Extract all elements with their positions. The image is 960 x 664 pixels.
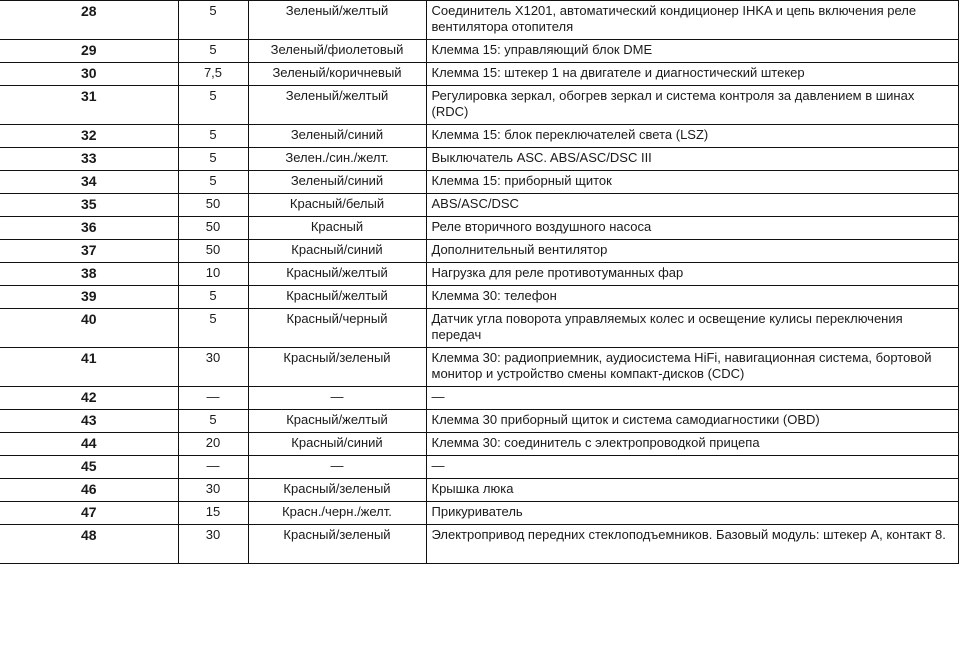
table-row [0, 63, 958, 86]
table-row [0, 456, 958, 479]
fuse-amperage: 50 [178, 194, 248, 217]
wire-color: Зеленый/синий [248, 171, 426, 194]
table-row [0, 502, 958, 525]
wire-color: Зелен./син./желт. [248, 148, 426, 171]
fuse-amperage: 5 [178, 309, 248, 348]
fuse-amperage: — [178, 387, 248, 410]
fuse-amperage: 30 [178, 525, 248, 564]
fuse-number: 48 [0, 525, 178, 564]
fuse-number: 35 [0, 194, 178, 217]
table-row [0, 348, 958, 387]
circuit-description: — [426, 456, 958, 479]
wire-color: Красн./черн./желт. [248, 502, 426, 525]
table-row [0, 286, 958, 309]
fuse-number: 42 [0, 387, 178, 410]
circuit-description: Клемма 15: штекер 1 на двигателе и диагностический штекер [426, 63, 958, 86]
circuit-description: Реле вторичного воздушного насоса [426, 217, 958, 240]
table-row [0, 125, 958, 148]
fuse-number: 33 [0, 148, 178, 171]
table-row [0, 479, 958, 502]
circuit-description: Выключатель ASC. ABS/ASC/DSC III [426, 148, 958, 171]
wire-color: Красный/зеленый [248, 348, 426, 387]
circuit-description: Регулировка зеркал, обогрев зеркал и система контроля за давлением в шинах (RDC) [426, 86, 958, 125]
table-row [0, 240, 958, 263]
fuse-number: 34 [0, 171, 178, 194]
fuse-amperage: — [178, 456, 248, 479]
fuse-amperage: 15 [178, 502, 248, 525]
wire-color: Красный/желтый [248, 410, 426, 433]
fuse-number: 28 [0, 1, 178, 40]
fuse-amperage: 5 [178, 171, 248, 194]
table-row [0, 525, 958, 564]
fuse-amperage: 5 [178, 86, 248, 125]
wire-color: Красный/желтый [248, 286, 426, 309]
table-row [0, 194, 958, 217]
table-row [0, 148, 958, 171]
wire-color: Зеленый/фиолетовый [248, 40, 426, 63]
fuse-amperage: 5 [178, 286, 248, 309]
fuse-number: 44 [0, 433, 178, 456]
fuse-number: 37 [0, 240, 178, 263]
table-row [0, 217, 958, 240]
circuit-description: Клемма 15: управляющий блок DME [426, 40, 958, 63]
table-row [0, 1, 958, 40]
circuit-description: Крышка люка [426, 479, 958, 502]
wire-color: Красный/белый [248, 194, 426, 217]
fuse-amperage: 50 [178, 240, 248, 263]
wire-color: Красный/синий [248, 240, 426, 263]
fuse-number: 38 [0, 263, 178, 286]
circuit-description: Датчик угла поворота управляемых колес и освещение кулисы переключения передач [426, 309, 958, 348]
wire-color: Зеленый/синий [248, 125, 426, 148]
fuse-amperage: 7,5 [178, 63, 248, 86]
fuse-amperage: 5 [178, 410, 248, 433]
fuse-amperage: 30 [178, 348, 248, 387]
fuse-amperage: 10 [178, 263, 248, 286]
fuse-number: 41 [0, 348, 178, 387]
fuse-amperage: 5 [178, 1, 248, 40]
circuit-description: ABS/ASC/DSC [426, 194, 958, 217]
fuse-amperage: 5 [178, 40, 248, 63]
circuit-description: Прикуриватель [426, 502, 958, 525]
circuit-description: Клемма 30: телефон [426, 286, 958, 309]
fuse-table-body [0, 1, 958, 564]
fuse-number: 30 [0, 63, 178, 86]
fuse-number: 43 [0, 410, 178, 433]
fuse-number: 46 [0, 479, 178, 502]
table-row [0, 433, 958, 456]
wire-color: Красный [248, 217, 426, 240]
wire-color: Красный/зеленый [248, 525, 426, 564]
fuse-amperage: 50 [178, 217, 248, 240]
table-row [0, 387, 958, 410]
circuit-description: Клемма 30: радиоприемник, аудиосистема HiFi, навигационная система, бортовой монитор и устройство смены компакт-дисков (CDC) [426, 348, 958, 387]
fuse-amperage: 20 [178, 433, 248, 456]
wire-color: Красный/зеленый [248, 479, 426, 502]
circuit-description: Дополнительный вентилятор [426, 240, 958, 263]
fuse-number: 29 [0, 40, 178, 63]
wire-color: Красный/желтый [248, 263, 426, 286]
table-row [0, 263, 958, 286]
table-row [0, 86, 958, 125]
table-row [0, 171, 958, 194]
fuse-amperage: 5 [178, 125, 248, 148]
circuit-description: Клемма 30 приборный щиток и система самодиагностики (OBD) [426, 410, 958, 433]
circuit-description: Электропривод передних стеклоподъемников. Базовый модуль: штекер А, контакт 8. [426, 525, 958, 564]
wire-color: — [248, 387, 426, 410]
circuit-description: — [426, 387, 958, 410]
circuit-description: Клемма 15: приборный щиток [426, 171, 958, 194]
table-row [0, 309, 958, 348]
wire-color: Красный/черный [248, 309, 426, 348]
fuse-number: 39 [0, 286, 178, 309]
fuse-number: 31 [0, 86, 178, 125]
wire-color: Зеленый/желтый [248, 1, 426, 40]
fuse-amperage: 30 [178, 479, 248, 502]
wire-color: Красный/синий [248, 433, 426, 456]
fuse-number: 45 [0, 456, 178, 479]
fuse-number: 47 [0, 502, 178, 525]
circuit-description: Соединитель X1201, автоматический кондиционер IHKA и цепь включения реле вентилятора отопителя [426, 1, 958, 40]
fuse-number: 40 [0, 309, 178, 348]
fuse-number: 32 [0, 125, 178, 148]
table-row [0, 40, 958, 63]
fuse-amperage: 5 [178, 148, 248, 171]
wire-color: Зеленый/желтый [248, 86, 426, 125]
fuse-number: 36 [0, 217, 178, 240]
table-row [0, 410, 958, 433]
wire-color: — [248, 456, 426, 479]
circuit-description: Клемма 30: соединитель с электропроводкой прицепа [426, 433, 958, 456]
circuit-description: Нагрузка для реле противотуманных фар [426, 263, 958, 286]
wire-color: Зеленый/коричневый [248, 63, 426, 86]
circuit-description: Клемма 15: блок переключателей света (LSZ) [426, 125, 958, 148]
